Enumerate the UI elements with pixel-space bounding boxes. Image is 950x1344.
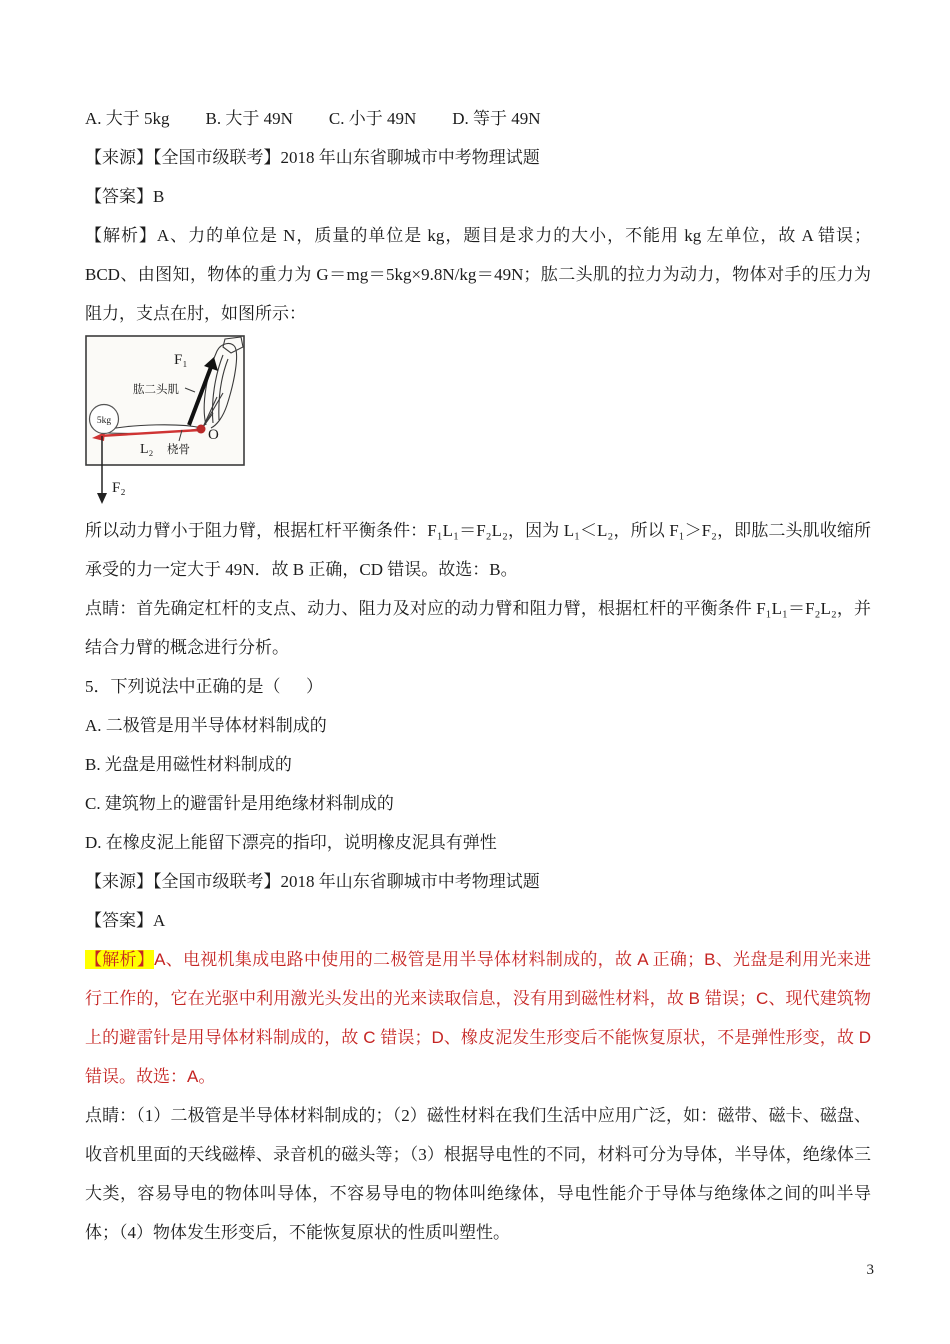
q5-option-d: D. 在橡皮泥上能留下漂亮的指印，说明橡皮泥具有弹性: [85, 833, 497, 852]
document-body: [85, 0, 876, 1252]
q5-question-line: 5．下列说法中正确的是（ ）: [85, 677, 323, 696]
q5-analysis-label: 【解析】: [85, 950, 155, 969]
q5-answer-line: 【答案】A: [85, 911, 166, 930]
q5-analysis-text: A、电视机集成电路中使用的二极管是用半导体材料制成的，故 A 正确；B、光盘是利用光来进行工作的，它在光驱中利用激光头发出的光来读取信息，没有用到磁性材料，故 B 错误；C、现代建筑物上的避雷针是用导体材料制成的，故 C 错误；D、橡皮泥发生形变后不能恢复原状，不是弹性形变，故 D 错误。故选：A。: [85, 950, 876, 1086]
f1-label: F₁: [174, 352, 188, 368]
q5-option-b: B. 光盘是用磁性材料制成的: [85, 755, 292, 774]
q4-conclusion-paragraph: 所以动力臂小于阻力臂，根据杠杆平衡条件：F₁L₁＝F₂L₂，因为 L₁＜L₂，所以 F₁＞F₂，即肱二头肌收缩所承受的力一定大于 49N．故 B 正确，CD 错误。故选：B。: [85, 521, 871, 579]
weight-label: 5kg: [96, 416, 112, 426]
q4-analysis-paragraph: 【解析】A、力的单位是 N，质量的单位是 kg，题目是求力的大小，不能用 kg 左单位，故 A 错误；BCD、由图知，物体的重力为 G＝mg＝5kg×9.8N/kg＝49N；肱二头肌的拉力为动力，物体对手的压力为阻力，支点在肘，如图所示：: [85, 226, 871, 323]
q5-tips-paragraph: 点睛：（1）二极管是半导体材料制成的；（2）磁性材料在我们生活中应用广泛，如：磁带、磁卡、磁盘、收音机里面的天线磁棒、录音机的磁头等；（3）根据导电性的不同，材料可分为导体，半导体，绝缘体三大类，容易导电的物体叫导体，不容易导电的物体叫绝缘体，导电性能介于导体与绝缘体之间的叫半导体；（4）物体发生形变后，不能恢复原状的性质叫塑性。: [85, 1106, 871, 1242]
q5-option-c: C. 建筑物上的避雷针是用绝缘材料制成的: [85, 794, 394, 813]
f2-label: F₂: [112, 480, 126, 496]
q4-option-a: A. 大于 5kg: [85, 109, 170, 128]
q4-source-line: 【来源】【全国市级联考】2018 年山东省聊城市中考物理试题: [85, 148, 540, 167]
q5-analysis-paragraph: [85, 940, 876, 1096]
lever-arm-figure: [85, 335, 871, 509]
page-number: 3: [866, 1262, 874, 1278]
figure-frame: [86, 336, 244, 465]
fulcrum-label: O: [208, 427, 219, 443]
q5-option-a: A. 二极管是用半导体材料制成的: [85, 716, 327, 735]
q4-option-d: D. 等于 49N: [452, 109, 541, 128]
q4-option-c: C. 小于 49N: [328, 109, 417, 128]
l2-label: L₂: [140, 442, 154, 457]
q4-answer-line: 【答案】B: [85, 187, 165, 206]
bone-label: 桡骨: [167, 444, 190, 456]
muscle-label: 肱二头肌: [133, 384, 179, 396]
q4-option-b: B. 大于 49N: [205, 109, 293, 128]
q5-source-line: 【来源】【全国市级联考】2018 年山东省聊城市中考物理试题: [85, 872, 540, 891]
q4-options-line: [85, 99, 871, 138]
q4-tips-paragraph: 点睛：首先确定杠杆的支点、动力、阻力及对应的动力臂和阻力臂，根据杠杆的平衡条件 F₁L₁＝F₂L₂，并结合力臂的概念进行分析。: [85, 599, 871, 657]
